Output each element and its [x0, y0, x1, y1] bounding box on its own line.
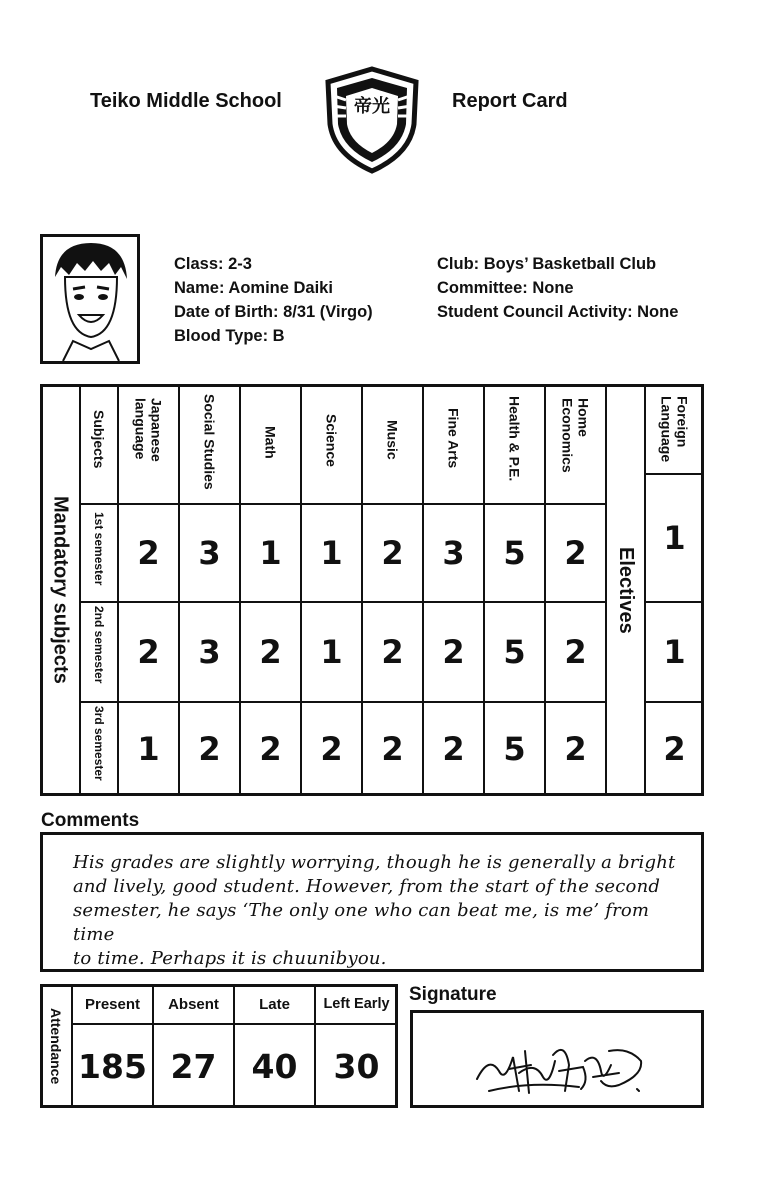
- grade-cell: 2: [259, 633, 282, 671]
- semester-2-label: 2nd semester: [92, 606, 106, 684]
- grade-cell: 2: [442, 730, 465, 768]
- grade-cell: 1: [320, 633, 343, 671]
- dob-field: Date of Birth: 8/31 (Virgo): [174, 303, 373, 321]
- grade-cell: 2: [381, 534, 404, 572]
- school-name: Teiko Middle School: [90, 90, 282, 112]
- grade-cell: 2: [259, 730, 282, 768]
- grade-cell: 1: [663, 633, 686, 671]
- school-crest-icon: [322, 66, 422, 174]
- grade-cell: 2: [442, 633, 465, 671]
- grade-cell: 3: [198, 633, 221, 671]
- grade-cell: 1: [259, 534, 282, 572]
- attendance-value-left-early: 30: [333, 1046, 380, 1086]
- subject-math-header: Math: [262, 426, 279, 459]
- subject-japanese-header: Japanese language: [132, 398, 165, 462]
- blood-type-field: Blood Type: B: [174, 327, 285, 345]
- grade-cell: 5: [503, 633, 526, 671]
- signature-box: [410, 1010, 704, 1108]
- subject-health-pe-header: Health & P.E.: [506, 396, 523, 482]
- attendance-header-present: Present: [84, 995, 141, 1013]
- subject-foreign-language-header: Foreign Language: [658, 396, 691, 463]
- crest-text: 帝光: [354, 96, 390, 117]
- grade-cell: 2: [198, 730, 221, 768]
- comment-line: semester, he says ‘The only one who can beat me, is me’ from time: [73, 900, 650, 945]
- name-field: Name: Aomine Daiki: [174, 279, 333, 297]
- subjects-header: Subjects: [91, 410, 107, 469]
- comment-line: to time. Perhaps it is chuunibyou.: [73, 948, 387, 969]
- grade-cell: 2: [564, 534, 587, 572]
- semester-1-label: 1st semester: [92, 512, 106, 586]
- attendance-header-late: Late: [259, 995, 290, 1013]
- grade-cell: 2: [137, 633, 160, 671]
- grade-cell: 3: [198, 534, 221, 572]
- class-field: Class: 2-3: [174, 255, 252, 273]
- subject-science-header: Science: [323, 414, 340, 467]
- subject-social-studies-header: Social Studies: [201, 394, 218, 490]
- semester-3-label: 3rd semester: [92, 706, 106, 781]
- grade-cell: 1: [137, 730, 160, 768]
- attendance-table: [40, 984, 398, 1108]
- grade-cell: 3: [442, 534, 465, 572]
- signature-label: Signature: [409, 984, 497, 1005]
- electives-label: Electives: [615, 546, 637, 634]
- grade-cell: 2: [381, 730, 404, 768]
- grade-cell: 2: [663, 730, 686, 768]
- attendance-value-absent: 27: [170, 1046, 217, 1086]
- mandatory-subjects-label: Mandatory subjects: [49, 496, 72, 684]
- grade-cell: 2: [381, 633, 404, 671]
- attendance-header-absent: Absent: [168, 995, 219, 1013]
- grade-cell: 5: [503, 534, 526, 572]
- subject-home-economics-header: Home Economics: [559, 398, 592, 473]
- grade-cell: 1: [320, 534, 343, 572]
- attendance-label: Attendance: [48, 1007, 64, 1085]
- signature-scribble: [469, 1021, 649, 1099]
- grade-cell: 2: [564, 633, 587, 671]
- council-field: Student Council Activity: None: [437, 303, 679, 321]
- subject-fine-arts-header: Fine Arts: [445, 408, 462, 469]
- attendance-value-late: 40: [251, 1046, 298, 1086]
- subject-music-header: Music: [384, 420, 401, 460]
- comments-label: Comments: [41, 810, 140, 831]
- grade-cell: 5: [503, 730, 526, 768]
- attendance-value-present: 185: [78, 1046, 147, 1086]
- attendance-header-left-early: Left Early: [323, 996, 390, 1012]
- student-photo: [40, 234, 140, 364]
- report-title: Report Card: [452, 90, 568, 112]
- committee-field: Committee: None: [437, 279, 574, 297]
- club-field: Club: Boys’ Basketball Club: [437, 255, 657, 273]
- grades-table: [40, 384, 704, 796]
- comment-line: and lively, good student. However, from the start of the second: [73, 876, 661, 897]
- grade-cell: 2: [137, 534, 160, 572]
- comment-line: His grades are slightly worrying, though he is generally a bright: [73, 852, 676, 873]
- grade-cell: 1: [663, 519, 686, 557]
- grade-cell: 2: [320, 730, 343, 768]
- comments-box: [40, 832, 704, 972]
- grade-cell: 2: [564, 730, 587, 768]
